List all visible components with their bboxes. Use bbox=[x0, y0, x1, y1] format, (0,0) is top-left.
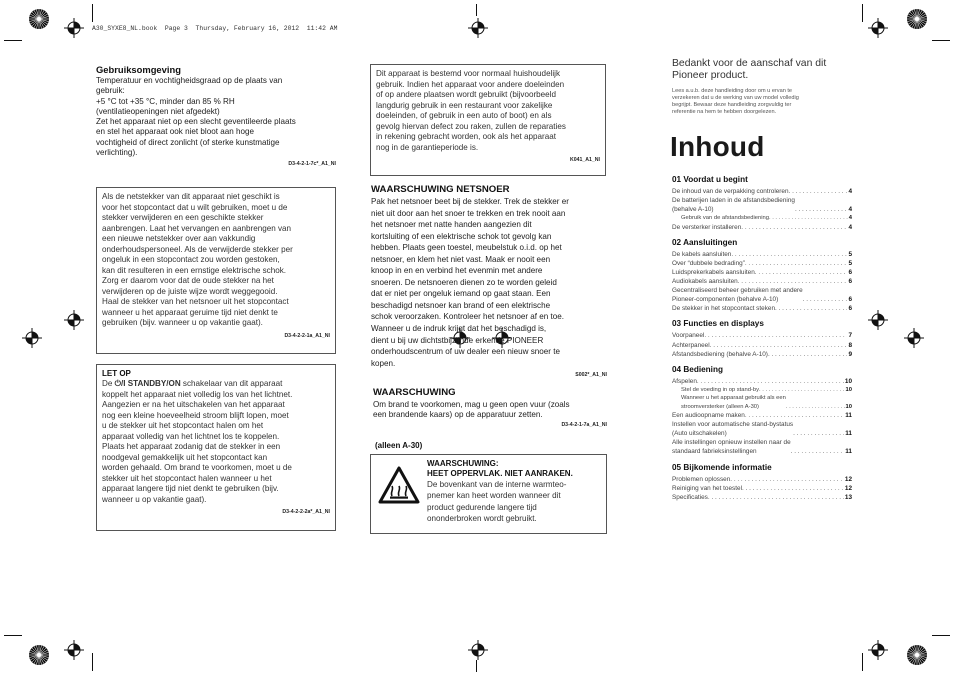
toc-entry[interactable] bbox=[672, 438, 852, 456]
text-line: referentie na hem te hebben doorgelezen. bbox=[672, 109, 777, 116]
toc-leader-dots bbox=[745, 411, 844, 420]
text-line: kortsluiting of een elektrische schok tot gevolg kan bbox=[371, 231, 552, 241]
gebruiksomgeving-text bbox=[96, 76, 336, 158]
toc-chapter bbox=[672, 237, 852, 314]
text-line: Pak het netsnoer beet bij de stekker. Trek de stekker er bbox=[371, 197, 569, 206]
toc-leader-dots bbox=[795, 205, 848, 214]
registration-mark-icon bbox=[868, 18, 888, 38]
text-line: hebben. Plaats geen toestel, meubelstuk o.i.d. op het bbox=[371, 243, 562, 253]
toc-page-number: 5 bbox=[848, 250, 852, 258]
text-line: Om brand te voorkomen, mag u geen open vuur (zoals bbox=[373, 400, 570, 409]
crop-mark bbox=[932, 635, 950, 636]
text-line: apparaat langere tijd niet denkt te gebruiken (bijv. bbox=[102, 484, 279, 493]
toc-page-number: 10 bbox=[845, 386, 852, 393]
text-line: Aangezien er na het uitschakelen van het apparaat bbox=[102, 400, 285, 409]
toc-entry-text: Een audioopname maken bbox=[672, 412, 745, 420]
crop-mark bbox=[4, 40, 22, 41]
toc-entry-text: De kabels aansluiten bbox=[672, 250, 732, 258]
gebruiksomgeving-title: Gebruiksomgeving bbox=[96, 64, 181, 75]
toc-entry-text: Problemen oplossen bbox=[672, 475, 731, 483]
toc-page-number: 6 bbox=[848, 305, 852, 313]
toc-entry[interactable] bbox=[672, 223, 852, 232]
text-line: gebruik: bbox=[96, 86, 125, 96]
text-line: het netsnoer met natte handen aangezien dit bbox=[371, 220, 532, 230]
crop-mark bbox=[92, 653, 93, 671]
text-line: aanbrengen. Laat het vervangen en aanbrengen van bbox=[102, 223, 292, 233]
text-line: dient u bij uw dichtstbijzijnde erkende PIONEER bbox=[371, 335, 544, 345]
text-line: wanneer u op vakantie gaat). bbox=[102, 494, 207, 504]
text-line: noodgeval gemakkelijk uit het stopcontact kan bbox=[102, 452, 268, 462]
toc-leader-dots bbox=[745, 259, 848, 268]
text-line: en stel het apparaat ook niet bloot aan hoge bbox=[96, 127, 254, 137]
toc-entry-text: De versterker installeren bbox=[672, 223, 742, 231]
toc-chapter bbox=[672, 318, 852, 358]
toc-chapter-title: 01 Voordat u begint bbox=[672, 175, 748, 184]
toc-page-number: 9 bbox=[848, 350, 852, 358]
let-op-prefix: De bbox=[102, 379, 115, 388]
toc-page-number: 13 bbox=[844, 493, 852, 501]
text-line: nog een kleine hoeveelheid stroom blijft lopen, moet bbox=[102, 410, 289, 420]
text-line: Plaats het apparaat zodanig dat de stekker in een bbox=[102, 442, 281, 451]
toc-page-number: 10 bbox=[844, 377, 852, 385]
let-op-text bbox=[102, 390, 330, 506]
netsnoer-title: WAARSCHUWING NETSNOER bbox=[371, 184, 510, 195]
toc-entry[interactable] bbox=[672, 350, 852, 359]
text-line: kopen. bbox=[371, 358, 396, 368]
let-op-title: LET OP bbox=[102, 369, 131, 378]
hot-surface-warning-icon bbox=[377, 465, 421, 505]
toc-entry[interactable] bbox=[672, 475, 852, 484]
let-op-suffix: schakelaar van dit apparaat bbox=[180, 379, 283, 388]
text-line: begrijpt. Bewaar deze handleiding zorgvuldig ter bbox=[672, 102, 792, 109]
toc-entry-text: Audiokabels aansluiten bbox=[672, 278, 738, 286]
text-line: onderhoudspersoneel. Als de verwijderde stekker per bbox=[102, 244, 293, 254]
huishoudelijk-gebruik-code: K041_A1_Nl bbox=[570, 157, 600, 163]
toc-entry[interactable] bbox=[672, 386, 852, 394]
toc-leader-dots bbox=[708, 493, 844, 502]
text-line: een brandende kaars) op de apparatuur zetten. bbox=[373, 410, 543, 420]
hot-surface-text bbox=[427, 479, 601, 524]
color-rosette-icon bbox=[28, 8, 50, 30]
registration-mark-icon bbox=[22, 328, 42, 348]
text-line: Dit apparaat is bestemd voor normaal huishoudelijk bbox=[376, 69, 561, 78]
text-line: Zorg er daarom voor dat de oude stekker na het bbox=[102, 276, 274, 285]
toc-entry-text: Afspelen bbox=[672, 377, 697, 385]
registration-mark-icon bbox=[904, 328, 924, 348]
toc-page-number: 5 bbox=[848, 259, 852, 267]
text-line: langdurig gebruik in een restaurant voor zakelijke bbox=[376, 100, 553, 110]
toc-chapter bbox=[672, 174, 852, 232]
toc-leader-dots bbox=[704, 331, 847, 340]
text-line: niet uit door aan het snoer te trekken en trek nooit aan bbox=[371, 208, 566, 218]
registration-mark-icon bbox=[868, 640, 888, 660]
toc-leader-dots bbox=[755, 268, 848, 277]
toc-entry[interactable] bbox=[672, 493, 852, 502]
page-title: Inhoud bbox=[670, 131, 765, 162]
toc-entry[interactable] bbox=[672, 394, 852, 411]
toc-entry-text: Wanneer u het apparaat gebruikt als een stroomversterker (alleen A-30) bbox=[681, 395, 786, 410]
let-op-code: D3-4-2-2-2a*_A1_Nl bbox=[282, 509, 330, 515]
toc-leader-dots bbox=[742, 484, 844, 493]
color-rosette-icon bbox=[906, 8, 928, 30]
text-line: Pioneer product. bbox=[672, 70, 749, 82]
toc-entry-text: De batterijen laden in de afstandsbediening (behalve A-10) bbox=[672, 197, 795, 214]
toc-chapter-title: 02 Aansluitingen bbox=[672, 237, 738, 247]
toc-entry[interactable] bbox=[672, 259, 852, 268]
text-line: onderhoudscentrum of uw dealer een nieuw snoer te bbox=[371, 347, 560, 357]
crop-mark bbox=[476, 660, 477, 672]
toc-leader-dots bbox=[738, 277, 848, 286]
text-line: verzekeren dat u de werking van uw model volledig bbox=[672, 95, 799, 102]
crop-mark bbox=[932, 40, 950, 41]
let-op-first-line bbox=[102, 379, 330, 390]
text-line: ongeluk in een stopcontact zou worden gestoken, bbox=[102, 255, 280, 264]
alleen-a30-note bbox=[375, 441, 495, 451]
toc-leader-dots bbox=[710, 341, 848, 350]
toc-page-number: 8 bbox=[848, 341, 852, 349]
waarschuwing-title: WAARSCHUWING bbox=[373, 387, 456, 398]
toc-entry[interactable] bbox=[672, 484, 852, 493]
text-line: verlichting). bbox=[96, 148, 138, 158]
toc-leader-dots bbox=[730, 475, 844, 484]
text-line: stekker verwijderen en een geschikte stekker bbox=[102, 213, 264, 222]
hot-surface-title-2: HEET OPPERVLAK. NIET AANRAKEN. bbox=[427, 469, 573, 478]
toc-entry-text: Afstandsbediening (behalve A-10) bbox=[672, 350, 768, 358]
toc-entry-text: Stel de voeding in op stand-by bbox=[681, 386, 759, 393]
text-line: doeleinden, of gebruik in een auto of boot) en als bbox=[376, 111, 552, 120]
toc-leader-dots bbox=[793, 429, 844, 438]
thanks-text bbox=[672, 58, 856, 83]
text-line: in rekening gebracht worden, ook als het apparaat bbox=[376, 132, 556, 141]
toc-entry-text: Achterpaneel bbox=[672, 341, 710, 349]
toc-entry-text: Voorpaneel bbox=[672, 332, 705, 340]
crop-mark bbox=[4, 635, 22, 636]
standby-label: /I STANDBY/ON bbox=[121, 379, 181, 388]
netsnoer-section bbox=[371, 184, 607, 379]
text-line: wanneer u het apparaat geruime tijd niet denkt te bbox=[102, 307, 278, 317]
text-line: knoop in en en verbind het evenmin met andere bbox=[371, 266, 543, 276]
waarschuwing-section bbox=[373, 387, 607, 429]
text-line: De bovenkant van de interne warmteo- bbox=[427, 480, 567, 489]
text-line: Lees a.u.b. deze handleiding door om u ervan te bbox=[672, 88, 793, 94]
toc-entry[interactable] bbox=[672, 377, 852, 386]
gebruiksomgeving-section bbox=[96, 64, 336, 168]
text-line: (ventilatieopeningen niet afgedekt) bbox=[96, 106, 220, 116]
gebruiksomgeving-code: D3-4-2-1-7c*_A1_Nl bbox=[288, 161, 336, 168]
crop-mark bbox=[476, 4, 477, 16]
text-line: worden gehaald. Om brand te voorkomen, moet u de bbox=[102, 463, 292, 472]
toc-leader-dots bbox=[697, 377, 844, 386]
toc-entry-text: De stekker in het stopcontact steken bbox=[672, 305, 776, 313]
toc-leader-dots bbox=[789, 187, 848, 196]
toc-page-number: 6 bbox=[848, 296, 852, 304]
power-icon: ⏻ bbox=[114, 379, 122, 388]
text-line: gevolg hiervan defect zou raken, zullen de reparaties bbox=[376, 121, 566, 131]
toc-page-number: 7 bbox=[848, 332, 852, 340]
toc-page-number: 12 bbox=[844, 484, 852, 492]
toc-entry[interactable] bbox=[672, 420, 852, 438]
toc-entry-text: Reiniging van het toestel bbox=[672, 484, 742, 492]
text-line: snoeren. De netsnoeren dienen zo te worden geleid bbox=[371, 277, 557, 287]
text-line: of op andere plaatsen wordt gebruikt (bijvoorbeeld bbox=[376, 90, 556, 99]
text-line: Wanneer u de indruk krijgt dat het beschadigd is, bbox=[371, 324, 547, 334]
toc-entry-text: Gebruik van de afstandsbediening bbox=[681, 215, 769, 222]
netsnoer-text bbox=[371, 196, 607, 369]
toc-entry[interactable] bbox=[672, 304, 852, 313]
toc-entry[interactable] bbox=[672, 341, 852, 350]
toc-leader-dots bbox=[759, 386, 845, 394]
toc-page-number: 4 bbox=[848, 188, 852, 195]
text-line: Zet het apparaat niet op een slecht geventileerde plaats bbox=[96, 117, 296, 127]
huishoudelijk-gebruik-text bbox=[376, 69, 600, 153]
toc-chapter-title: 04 Bediening bbox=[672, 364, 723, 374]
toc-chapter bbox=[672, 462, 852, 502]
toc-entry-text: Over “dubbele bedrading” bbox=[672, 259, 745, 267]
registration-mark-icon bbox=[468, 640, 488, 660]
text-line: netsnoer, en klem het niet vast. Maak er nooit een bbox=[371, 254, 551, 264]
registration-mark-icon bbox=[64, 310, 84, 330]
toc-entry[interactable] bbox=[672, 277, 852, 286]
toc-page-number: 12 bbox=[844, 475, 852, 483]
toc-leader-dots bbox=[786, 403, 845, 411]
toc-entry-text: Instellen voor automatische stand-bystatus (Auto uitschakelen) bbox=[672, 421, 794, 438]
text-line: beschadigd netsnoer kan brand of een elektrische bbox=[371, 300, 551, 310]
table-of-contents bbox=[672, 174, 852, 507]
hot-surface-title-1: WAARSCHUWING: bbox=[427, 459, 499, 468]
toc-page-number: 11 bbox=[845, 412, 852, 420]
toc-page-number: 11 bbox=[845, 430, 852, 438]
huishoudelijk-gebruik-box bbox=[370, 64, 606, 176]
text-line: stekker uit het stopcontact halen wanneer u het bbox=[102, 473, 272, 483]
registration-mark-icon bbox=[64, 640, 84, 660]
text-line: Temperatuur en vochtigheidsgraad op de plaats van bbox=[96, 76, 283, 85]
thanks-instructions bbox=[672, 88, 852, 116]
text-line: voor het stopcontact dat u wilt gebruiken, moet u de bbox=[102, 202, 288, 212]
stekker-notice-box bbox=[96, 187, 336, 354]
toc-page-number: 6 bbox=[848, 278, 852, 286]
stekker-notice-code: D3-4-2-2-1a_A1_Nl bbox=[284, 332, 330, 339]
toc-leader-dots bbox=[791, 447, 845, 456]
crop-mark bbox=[862, 4, 863, 22]
registration-mark-icon bbox=[468, 18, 488, 38]
toc-leader-dots bbox=[769, 214, 848, 222]
toc-page-number: 10 bbox=[845, 403, 852, 410]
crop-mark bbox=[862, 653, 863, 671]
toc-entry-text: Luidsprekerkabels aansluiten bbox=[672, 268, 755, 276]
text-line: apparaat volledig van het lichtnet los te koppelen. bbox=[102, 431, 280, 441]
toc-entry-text: De inhoud van de verpakking controleren bbox=[672, 188, 789, 195]
toc-entry[interactable] bbox=[672, 196, 852, 214]
crop-mark bbox=[92, 4, 93, 22]
registration-mark-icon bbox=[868, 310, 888, 330]
text-line: een nieuwe netstekker over aan vakkundig bbox=[102, 234, 256, 243]
toc-chapter bbox=[672, 364, 852, 457]
text-line: gebruiken (bijv. wanneer u op vakantie gaat). bbox=[102, 318, 263, 327]
toc-page-number: 6 bbox=[848, 268, 852, 276]
text-line: +5 °C tot +35 °C, minder dan 85 % RH bbox=[96, 96, 235, 106]
text-line: gebruik. Indien het apparaat voor andere doeleinden bbox=[376, 79, 565, 89]
toc-chapter-title: 03 Functies en displays bbox=[672, 319, 764, 329]
toc-entry-text: Specificaties bbox=[672, 493, 708, 501]
toc-entry[interactable] bbox=[672, 214, 852, 222]
text-line: dat er niet per ongeluk iemand op gaat staan. Een bbox=[371, 289, 551, 299]
toc-entry-text: Gecentraliseerd beheer gebruiken met andere Pioneer-componenten (behalve A-10) bbox=[672, 287, 803, 304]
waarschuwing-code: D3-4-2-1-7a_A1_Nl bbox=[561, 421, 607, 428]
toc-leader-dots bbox=[775, 304, 847, 313]
let-op-box bbox=[96, 364, 336, 531]
toc-entry[interactable] bbox=[672, 187, 852, 196]
text-line: ononderbroken wordt gebruikt. bbox=[427, 513, 537, 523]
toc-entry[interactable] bbox=[672, 331, 852, 340]
toc-page-number: 4 bbox=[848, 223, 852, 231]
text-line: verwijderen op de juiste wijze wordt weggegooid. bbox=[102, 286, 278, 296]
color-rosette-icon bbox=[906, 644, 928, 666]
text-line: Als de netstekker van dit apparaat niet geschikt is bbox=[102, 192, 280, 201]
text-line: pnemer kan heet worden wanneer dit bbox=[427, 491, 561, 501]
toc-page-number: 11 bbox=[845, 448, 852, 456]
toc-leader-dots bbox=[741, 223, 847, 232]
toc-entry-text: Alle instellingen opnieuw instellen naar de standaard fabrieksinstellingen bbox=[672, 439, 791, 456]
text-line: product gedurende langere tijd bbox=[427, 502, 537, 512]
netsnoer-code: S002*_A1_Nl bbox=[575, 372, 607, 379]
text-line: schok veroorzaken. Kontroleer het netsnoer af en toe. bbox=[371, 312, 565, 322]
text-line: nog in de garantieperiode is. bbox=[376, 142, 479, 152]
stekker-notice-text bbox=[102, 192, 330, 329]
registration-mark-icon bbox=[64, 18, 84, 38]
text-line: koppelt het apparaat niet volledig los van het lichtnet. bbox=[102, 389, 293, 399]
toc-leader-dots bbox=[803, 295, 848, 304]
toc-leader-dots bbox=[731, 250, 847, 259]
toc-entry[interactable] bbox=[672, 286, 852, 304]
toc-entry[interactable] bbox=[672, 268, 852, 277]
alleen-a30-label: (alleen A-30) bbox=[375, 441, 423, 450]
toc-page-number: 4 bbox=[848, 215, 852, 222]
toc-page-number: 4 bbox=[848, 206, 852, 214]
text-line: vochtigheid of direct zonlicht (of sterke kunstmatige bbox=[96, 137, 280, 147]
color-rosette-icon bbox=[28, 644, 50, 666]
text-line: Bedankt voor de aanschaf van dit bbox=[672, 58, 827, 69]
text-line: Haal de stekker van het netsnoer uit het stopcontact bbox=[102, 297, 289, 306]
print-file-header: A30_SYXE8_NL.book Page 3 Thursday, February 16, 2012 11:42 AM bbox=[92, 25, 338, 32]
toc-entry[interactable] bbox=[672, 411, 852, 420]
toc-chapter-title: 05 Bijkomende informatie bbox=[672, 462, 772, 472]
waarschuwing-text bbox=[373, 400, 607, 421]
text-line: u de stekker uit het stopcontact halen om het bbox=[102, 421, 264, 430]
toc-leader-dots bbox=[768, 350, 848, 359]
toc-entry[interactable] bbox=[672, 250, 852, 259]
text-line: kan dit resulteren in een ernstige elektrische schok. bbox=[102, 265, 287, 275]
